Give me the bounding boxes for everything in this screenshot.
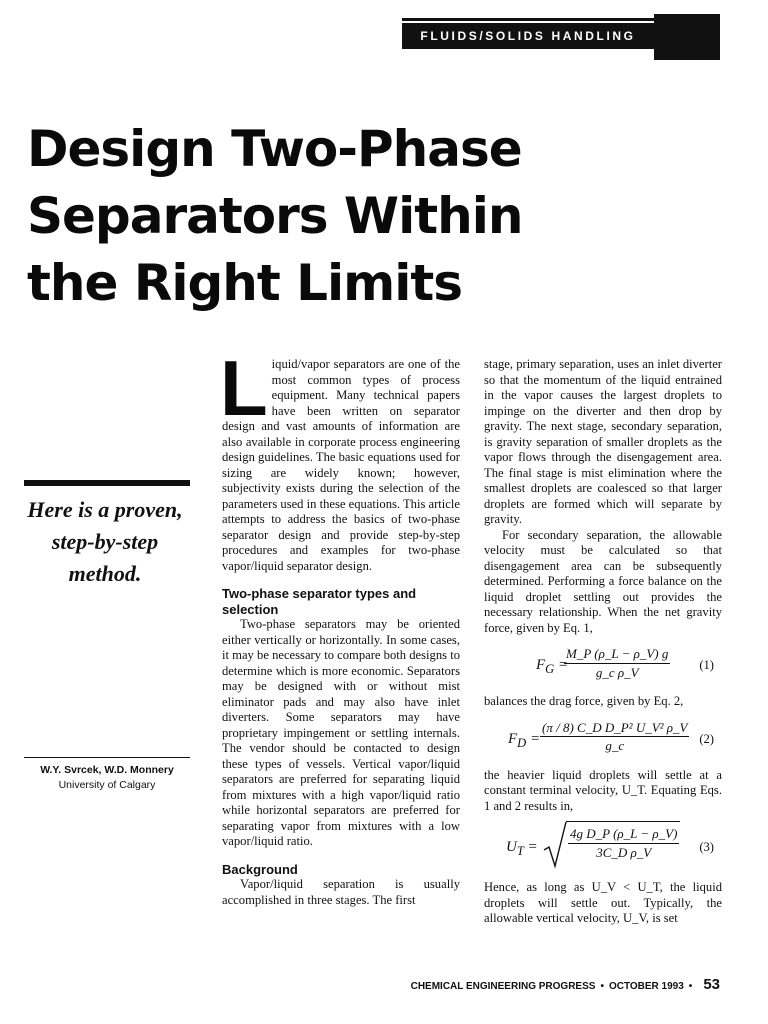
equation-denominator: g_c ρ_V [595,664,639,680]
section-heading-background: Background [222,861,298,877]
equation-number: (2) [699,731,714,746]
header-rule [402,18,654,21]
equation-denominator: g_c [605,738,625,753]
author-affiliation: University of Calgary [58,779,156,791]
body-column-2 [484,357,722,927]
equation-1 [484,642,722,688]
page-footer: CHEMICAL ENGINEERING PROGRESS • OCTOBER 1993 • 53 [410,976,720,993]
pullquote-line: Here is a proven, [27,497,183,522]
equation-fraction [564,646,670,680]
article-title [27,116,727,317]
section-label: FLUIDS/SOLIDS HANDLING [402,23,654,49]
equation-lhs: $U_T$ = [506,839,538,858]
section-heading-types: Two-phase separator types and selection [222,586,417,617]
equation-fraction [568,826,679,860]
header-block [654,14,720,60]
equation-number: (3) [699,840,714,854]
paragraph: Vapor/liquid separation is usually accomplished in three stages. The first [222,877,460,907]
square-root-sign [542,820,568,870]
equation-lhs: $F_G$ = [536,657,569,676]
body-column-1 [220,344,460,908]
equation-number: (1) [699,658,714,672]
paragraph: Hence, as long as U_V < U_T, the liquid droplets will settle out. Typically, the allowable vertical velocity, U_V, is set [484,880,722,925]
journal-name: CHEMICAL ENGINEERING PROGRESS [410,981,596,992]
paragraph: Two-phase separators may be oriented either vertically or horizontally. In some cases, it may be necessary to compare both designs to determine which is more economic. Separators may be designed with or without mist eliminator pads and may also have inlet diverters. Some separators may have proprietary impingement or settling internals. The vendor should be contacted to design these types of vessels. Vertical vapor/liquid separators are preferred for separating liquid from mixtures with a high vapor/liquid ratio while horizontal separators are preferred for separating vapor from mixtures with a low vapor/liquid ratio. [222,617,460,848]
intro-paragraph: iquid/vapor separators are one of the most common types of process equipment. Many technical papers have been written on separator design and vast amounts of information are also available in corporate process engineering design guidelines. The basic equations used for sizing are widely known; however, subjectivity exists during the selection of the parameters used in these equations. This article attempts to address the basics of two-phase separator design and provide step-by-step procedures and examples for two-phase vapor/liquid separator design. [222,357,460,573]
pullquote-rule [24,480,190,486]
pullquote [20,494,190,590]
radical-bar [566,821,680,822]
author-rule [24,757,190,758]
equation-2 [484,716,722,762]
title-line: Separators Within [27,187,523,245]
equation-denominator: 3C_D ρ_V [596,844,652,860]
paragraph: the heavier liquid droplets will settle at a constant terminal velocity, U_T. Equating Eqs. 1 and 2 results in, [484,767,722,813]
equation-numerator: (π / 8) C_D D_P² U_V² ρ_V [540,720,689,738]
drop-cap: L [220,344,268,432]
equation-numerator: 4g D_P (ρ_L − ρ_V) [568,826,679,844]
title-line: the Right Limits [27,254,463,312]
equation-3 [484,820,722,874]
pullquote-line: method. [68,561,142,586]
equation-lhs: $F_D$ = [508,730,541,750]
author-names: W.Y. Svrcek, W.D. Monnery [40,764,174,776]
page-number: 53 [703,976,720,993]
equation-numerator: M_P (ρ_L − ρ_V) g [564,646,670,664]
paragraph: stage, primary separation, uses an inlet diverter so that the momentum of the liquid entrained in the vapor causes the largest droplets to impinge on the diverter and then drop by gravity. The next stage, secondary separation, is gravity separation of smaller droplets as the vapor flows through the disengagement area. The final stage is mist elimination where the smallest droplets are coalesced so that larger droplets are formed which will separate by gravity. [484,357,722,526]
section-header [402,14,718,60]
issue-date: OCTOBER 1993 [608,981,684,992]
title-line: Design Two-Phase [27,120,522,178]
paragraph: For secondary separation, the allowable velocity must be calculated so that disengagement area can be subsequently determined. Performing a force balance on the liquid droplet settling out provides the necessary relationship. When the net gravity force, given by Eq. 1, [484,527,722,635]
paragraph: balances the drag force, given by Eq. 2, [484,694,684,708]
equation-fraction [540,720,689,754]
pullquote-line: step-by-step [51,529,159,554]
